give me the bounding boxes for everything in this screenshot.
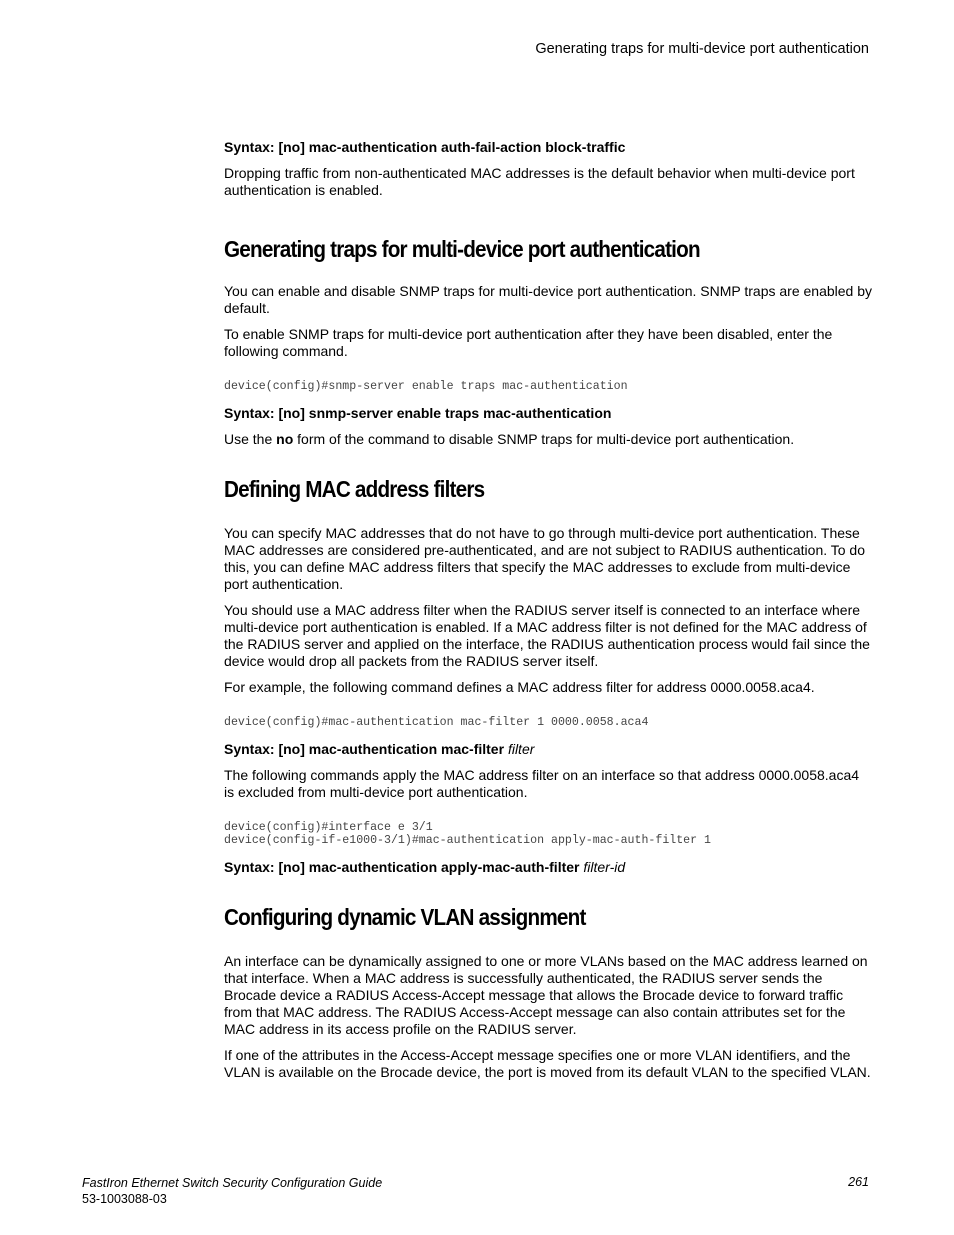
heading-defining-mac-filters: Defining MAC address filters — [224, 476, 485, 502]
code-apply-mac-auth-filter: device(config-if-e1000-3/1)#mac-authentication apply-mac-auth-filter 1 — [224, 834, 712, 847]
syntax-apply-mac-auth-filter — [224, 858, 872, 876]
page-content — [224, 138, 872, 1090]
syntax-auth-fail-action: Syntax: [no] mac-authentication auth-fail-action block-traffic — [224, 139, 626, 155]
paragraph-filter-example: For example, the following command defines a MAC address filter for address 0000.0058.aca4. — [224, 679, 815, 695]
heading-generating-traps: Generating traps for multi-device port authentication — [224, 236, 700, 262]
page-number: 261 — [848, 1175, 869, 1189]
text-segment: form of the command to disable SNMP traps for multi-device port authentication. — [293, 431, 795, 447]
heading-dynamic-vlan: Configuring dynamic VLAN assignment — [224, 904, 586, 930]
syntax-command: Syntax: [no] mac-authentication apply-mac-auth-filter — [224, 859, 584, 875]
code-mac-filter: device(config)#mac-authentication mac-filter 1 0000.0058.aca4 — [224, 716, 649, 729]
paragraph-use-no-form — [224, 431, 872, 448]
paragraph-default-behavior: Dropping traffic from non-authenticated MAC addresses is the default behavior when multi-device port authentication is enabled. — [224, 165, 855, 198]
footer-guide-title: FastIron Ethernet Switch Security Configuration Guide — [82, 1176, 383, 1190]
footer-guide-info — [82, 1175, 382, 1207]
syntax-command: Syntax: [no] mac-authentication mac-filter — [224, 741, 508, 757]
footer-doc-number: 53-1003088-03 — [82, 1192, 167, 1206]
syntax-parameter: filter — [507, 741, 535, 757]
paragraph-enable-snmp-traps: To enable SNMP traps for multi-device port authentication after they have been disabled, enter the following command. — [224, 326, 833, 359]
running-header: Generating traps for multi-device port authentication — [535, 41, 869, 57]
text-segment: Use the — [224, 431, 277, 447]
code-interface: device(config)#interface e 3/1 — [224, 821, 433, 834]
syntax-parameter: filter-id — [583, 859, 626, 875]
paragraph-vlan-attributes: If one of the attributes in the Access-Accept message specifies one or more VLAN identifiers, and the VLAN is available on the Brocade device, the port is moved from its default VLAN to the specified VLAN. — [224, 1047, 871, 1080]
paragraph-radius-server-filter: You should use a MAC address filter when the RADIUS server itself is connected to an interface where multi-device port authentication is enabled. If a MAC address filter is not defined for the MAC address of the RADIUS server and applied on the interface, the RADIUS authentication process would fail since the device would drop all packets from the RADIUS server itself. — [224, 602, 870, 669]
paragraph-dynamic-vlan-intro: An interface can be dynamically assigned to one or more VLANs based on the MAC address learned on that interface. When a MAC address is successfully authenticated, the RADIUS server sends the Brocade device a RADIUS Access-Accept message that allows the Brocade device to forward traffic from that MAC address. The RADIUS Access-Accept message can also contain attributes set for the MAC address in its access profile on the RADIUS server. — [224, 953, 868, 1037]
paragraph-apply-filter: The following commands apply the MAC address filter on an interface so that address 0000.0058.aca4 is excluded from multi-device port authentication. — [224, 767, 860, 800]
paragraph-mac-filters-intro: You can specify MAC addresses that do not have to go through multi-device port authentication. These MAC addresses are considered pre-authenticated, and are not subject to RADIUS authentication. To do this, you can define MAC address filters that specify the MAC addresses to exclude from multi-device port authentication. — [224, 525, 866, 592]
syntax-mac-filter — [224, 740, 872, 758]
paragraph-snmp-traps-intro: You can enable and disable SNMP traps for multi-device port authentication. SNMP traps are enabled by default. — [224, 283, 873, 316]
syntax-snmp-server: Syntax: [no] snmp-server enable traps mac-authentication — [224, 405, 612, 421]
keyword-no: no — [276, 431, 294, 447]
code-snmp-server-enable: device(config)#snmp-server enable traps mac-authentication — [224, 380, 628, 393]
